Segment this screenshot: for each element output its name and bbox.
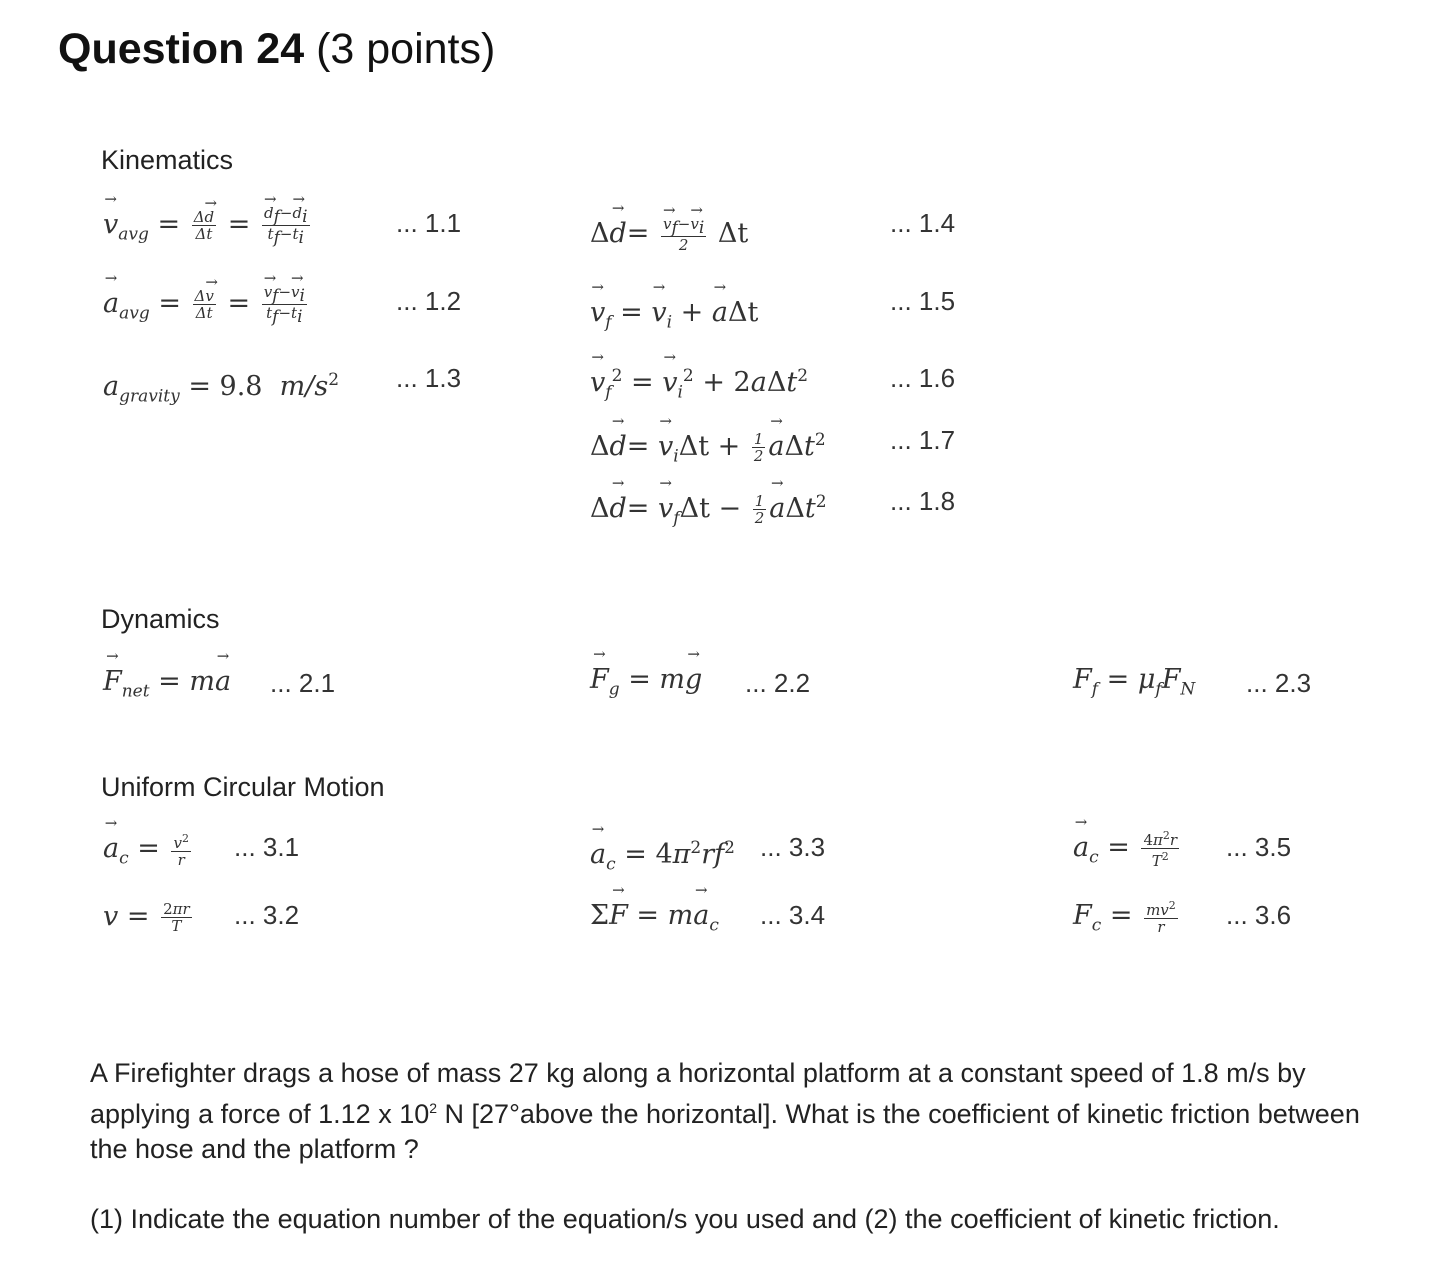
equation-2-3: $F_f = \mu_fF_N$ (1073, 664, 1196, 700)
equation-number: ... 1.6 (890, 363, 956, 393)
equation-number: ... 1.7 (890, 425, 956, 455)
section-kinematics: Kinematics (101, 145, 234, 175)
equation-1-7: $\Delta\to d= \to v_i\Delta t$ + $\frac{1}{2}$ → aΔt$^2$ (590, 420, 826, 476)
question-title (58, 24, 495, 74)
problem-exponent: 2 (429, 1100, 438, 1116)
equation-1-3: $a_{gravity} = 9.8$ $m/s^2$ (103, 370, 340, 407)
equation-number: ... 3.1 (234, 832, 300, 862)
equation-2-2: → $F_g = m\to g$ (590, 660, 702, 709)
equation-1-2: → $a_{avg}$ = $\frac{\Delta\to v}{\Delta t}$ = → $\frac{v_f-\to v_i}{t_f-t_i}$ (103, 284, 310, 333)
equation-number: ... 2.1 (270, 668, 336, 698)
equation-number: ... 3.5 (1226, 832, 1292, 862)
section-ucm: Uniform Circular Motion (101, 772, 385, 802)
equation-3-3: → $a_c = 4\pi^2rf^2$ (590, 828, 735, 884)
equation-1-4: Δ→ d= → $\frac{v_f-\to v_i}{2}$ Δt (590, 214, 748, 254)
equation-3-6: $F_c$ = $\frac{mv^2}{r}$ (1073, 899, 1176, 936)
equation-number: ... 3.3 (760, 832, 826, 862)
equation-1-5: → $v_f$ = → $v_i$ + → aΔt (590, 293, 758, 342)
question-points: (3 points) (316, 25, 496, 73)
equation-1-6: → $v_f^2$ = → $v_i^2 + 2a\Delta t^2$ (590, 356, 808, 412)
equation-number: ... 2.3 (1246, 668, 1312, 698)
section-dynamics: Dynamics (101, 604, 220, 634)
equation-3-5: → $a_c$ = $\frac{4\pi^2r}{T^2}$ (1073, 828, 1182, 877)
equation-number: ... 3.4 (760, 900, 826, 930)
equation-3-1: → $a_c$ = $\frac{v^2}{r}$ (103, 829, 194, 878)
instruction-text: (1) Indicate the equation number of the equation/s you used and (2) the coefficient of kinetic friction. (90, 1204, 1280, 1234)
equation-number: ... 1.4 (890, 208, 956, 238)
equation-2-1: → $F_{net} = m\to a$ (103, 662, 231, 711)
problem-text-end: N [27°above the horizontal]. What is the coefficient of kinetic friction between the hose and the platform ? (90, 1099, 1360, 1164)
equation-1-8: $\Delta\to d= \to v_f\Delta t$ − $\frac{1}{2}$ → aΔt$^2$ (590, 482, 827, 538)
equation-number: ... 1.5 (890, 286, 956, 316)
equation-number: ... 1.2 (396, 286, 462, 316)
equation-number: ... 1.1 (396, 208, 462, 238)
equation-3-2: v = $\frac{2\pi r}{T}$ (103, 900, 190, 935)
equation-3-4: $\Sigma\to F = m\to a_c$ (590, 896, 719, 945)
question-label: Question 24 (58, 25, 305, 73)
equation-number: ... 1.3 (396, 363, 462, 393)
equation-number: ... 3.2 (234, 900, 300, 930)
problem-text-start: A Firefighter drags a hose of mass 27 kg along a horizontal platform at a constant speed of 1.8 m/s by applying a force of 1.12 x 10 (90, 1058, 1306, 1129)
equation-number: ... 1.8 (890, 486, 956, 516)
equation-number: ... 2.2 (745, 668, 811, 698)
equation-1-1: → $v_{avg}$ = $\frac{\Delta\to d}{\Delta t}$ = → $\frac{d_f-\to d_i}{t_f-t_i}$ (103, 205, 313, 254)
problem-statement (90, 1056, 1370, 1167)
equation-number: ... 3.6 (1226, 900, 1292, 930)
